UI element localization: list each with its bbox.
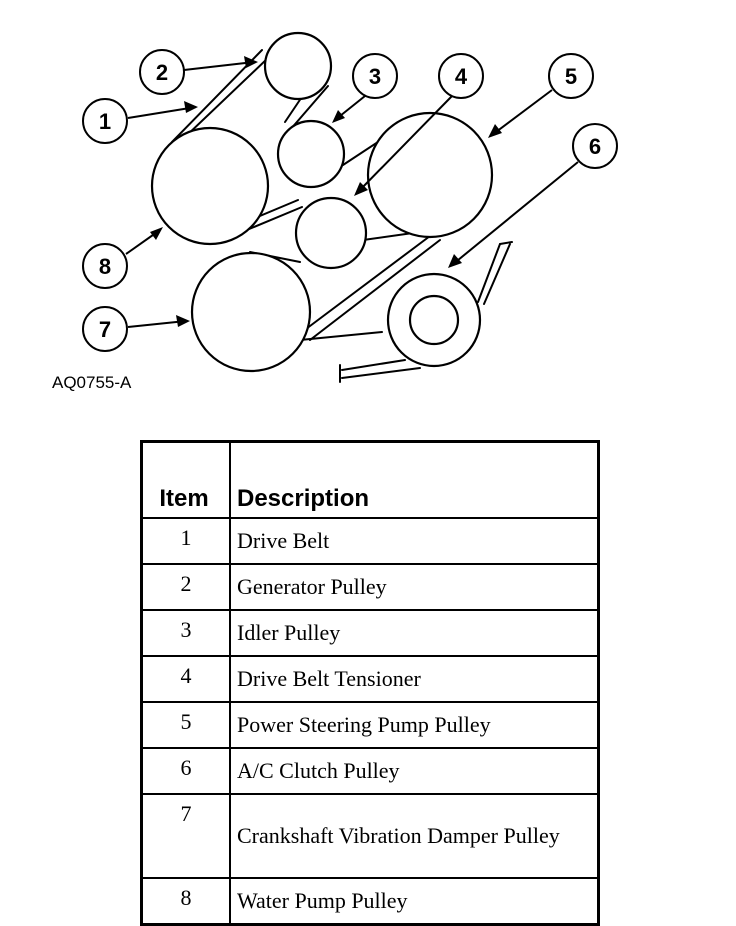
callout-5 <box>549 54 593 98</box>
description-column-header: Description <box>230 442 599 519</box>
table-row <box>142 702 599 748</box>
item-description: Drive Belt <box>230 518 599 564</box>
legend-table <box>140 440 600 926</box>
table-row <box>142 794 599 878</box>
svg-text:4: 4 <box>454 64 468 89</box>
item-description: Crankshaft Vibration Damper Pulley <box>230 794 599 878</box>
ac-clutch-hub <box>410 296 458 344</box>
svg-text:1: 1 <box>98 109 112 134</box>
item-column-header: Item <box>142 442 231 519</box>
idler-pulley <box>278 121 344 187</box>
callout-1 <box>83 99 127 143</box>
callout-7 <box>83 307 127 351</box>
table-row <box>142 878 599 925</box>
item-number: 3 <box>142 610 231 656</box>
svg-text:7: 7 <box>98 317 112 342</box>
item-description: A/C Clutch Pulley <box>230 748 599 794</box>
callout-6 <box>573 124 617 168</box>
item-number: 6 <box>142 748 231 794</box>
callout-4 <box>439 54 483 98</box>
generator-pulley <box>265 33 331 99</box>
callout-2 <box>140 50 184 94</box>
item-description: Power Steering Pump Pulley <box>230 702 599 748</box>
item-number: 2 <box>142 564 231 610</box>
figure-code: AQ0755-A <box>52 373 132 392</box>
callout-8 <box>83 244 127 288</box>
item-description: Water Pump Pulley <box>230 878 599 925</box>
power-steering-pump-pulley <box>368 113 492 237</box>
callout-3 <box>353 54 397 98</box>
svg-text:8: 8 <box>98 254 112 279</box>
table-row <box>142 656 599 702</box>
svg-text:6: 6 <box>588 134 602 159</box>
item-number: 5 <box>142 702 231 748</box>
item-number: 7 <box>142 794 231 878</box>
legend-header-row <box>142 442 599 519</box>
belt-routing-diagram <box>0 0 736 400</box>
table-row <box>142 610 599 656</box>
drive-belt-tensioner <box>296 198 366 268</box>
table-row <box>142 748 599 794</box>
table-row <box>142 564 599 610</box>
svg-text:3: 3 <box>368 64 382 89</box>
item-number: 1 <box>142 518 231 564</box>
item-description: Idler Pulley <box>230 610 599 656</box>
item-description: Generator Pulley <box>230 564 599 610</box>
crankshaft-vibration-damper-pulley <box>192 253 310 371</box>
item-number: 8 <box>142 878 231 925</box>
table-row <box>142 518 599 564</box>
water-pump-pulley <box>152 128 268 244</box>
svg-text:2: 2 <box>155 60 169 85</box>
item-description: Drive Belt Tensioner <box>230 656 599 702</box>
svg-text:5: 5 <box>564 64 578 89</box>
item-number: 4 <box>142 656 231 702</box>
